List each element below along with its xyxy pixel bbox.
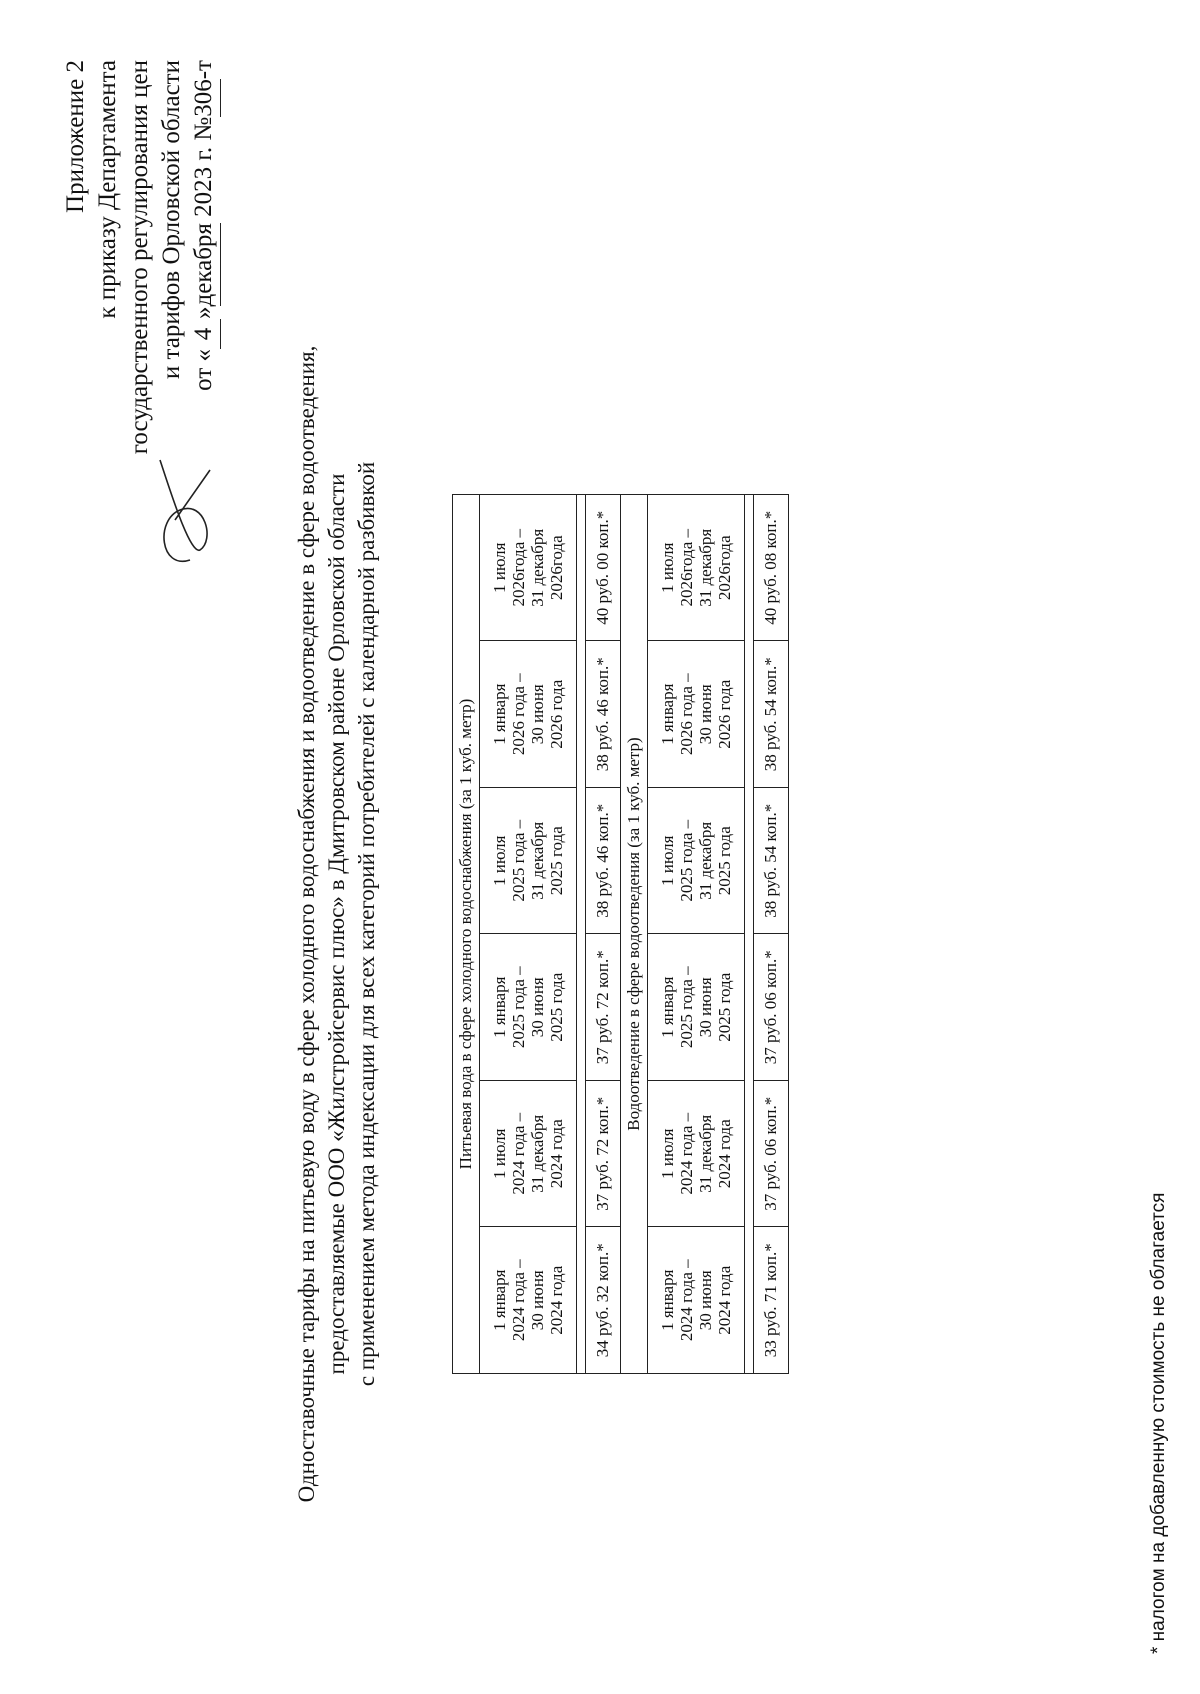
tariff-table-wrapper (452, 494, 789, 1374)
spacer-row (745, 495, 754, 1374)
appendix-line: к приказу Департамента (94, 60, 121, 319)
price-row (754, 495, 789, 1374)
appendix-line: и тарифов Орловской области (158, 60, 185, 380)
table-heading-row (621, 495, 648, 1374)
period-cell: 1 июля 2025 года – 31 декабря 2025 года (648, 788, 745, 935)
order-suffix: -т (190, 60, 217, 80)
price-cell: 37 руб. 06 коп.* (754, 934, 789, 1081)
price-row (586, 495, 621, 1374)
title-line: предоставляемые ООО «Жилстройсервис плюс» в Дмитровском районе Орловской области (324, 473, 349, 1375)
tariff-table (452, 494, 789, 1374)
order-date-line (188, 60, 221, 780)
date-month: декабря (188, 223, 221, 306)
appendix-line: Приложение 2 (62, 60, 89, 213)
document-title (292, 224, 382, 1624)
price-cell: 34 руб. 32 коп.* (586, 1227, 621, 1374)
appendix-line: государственного регулирования цен (126, 60, 153, 455)
spacer-row (577, 495, 586, 1374)
period-cell: 1 июля 2025 года – 31 декабря 2025 года (480, 788, 577, 935)
period-row (648, 495, 745, 1374)
price-cell: 37 руб. 72 коп.* (586, 1081, 621, 1228)
title-line: с применением метода индексации для всех категорий потребителей с календарной разбивкой (354, 461, 379, 1387)
date-day: 4 (188, 319, 221, 349)
period-cell: 1 июля 2024 года – 31 декабря 2024 года (480, 1081, 577, 1228)
price-cell: 40 руб. 08 коп.* (754, 495, 789, 642)
period-row (480, 495, 577, 1374)
date-year: 2023 г. № (190, 116, 217, 224)
price-cell: 38 руб. 54 коп.* (754, 641, 789, 788)
footnote: * налогом на добавленную стоимость не облагается (1148, 1192, 1169, 1654)
price-cell: 38 руб. 54 коп.* (754, 788, 789, 935)
sewerage-heading: Водоотведение в сфере водоотведения (за 1 куб. метр) (621, 495, 648, 1374)
period-cell: 1 июля 2026года – 31 декабря 2026года (648, 495, 745, 642)
period-cell: 1 января 2025 года – 30 июня 2025 года (648, 934, 745, 1081)
signature-mark (150, 430, 220, 580)
period-cell: 1 января 2026 года – 30 июня 2026 года (480, 641, 577, 788)
date-middle: » (190, 306, 217, 319)
order-number: 306 (188, 79, 221, 117)
period-cell: 1 июля 2024 года – 31 декабря 2024 года (648, 1081, 745, 1228)
period-cell: 1 января 2024 года – 30 июня 2024 года (480, 1227, 577, 1374)
spacer-cell (577, 495, 586, 1374)
price-cell: 38 руб. 46 коп.* (586, 641, 621, 788)
period-cell: 1 января 2026 года – 30 июня 2026 года (648, 641, 745, 788)
appendix-header (60, 60, 221, 780)
price-cell: 37 руб. 06 коп.* (754, 1081, 789, 1228)
price-cell: 40 руб. 00 коп.* (586, 495, 621, 642)
price-cell: 38 руб. 46 коп.* (586, 788, 621, 935)
table-heading-row (453, 495, 480, 1374)
price-cell: 33 руб. 71 коп.* (754, 1227, 789, 1374)
date-prefix: от « (190, 348, 217, 391)
water-supply-heading: Питьевая вода в сфере холодного водоснабжения (за 1 куб. метр) (453, 495, 480, 1374)
period-cell: 1 июля 2026года – 31 декабря 2026года (480, 495, 577, 642)
title-line: Одноставочные тарифы на питьевую воду в сфере холодного водоснабжения и водоотведение в сфере водоотведения, (294, 345, 319, 1503)
price-cell: 37 руб. 72 коп.* (586, 934, 621, 1081)
period-cell: 1 января 2024 года – 30 июня 2024 года (648, 1227, 745, 1374)
period-cell: 1 января 2025 года – 30 июня 2025 года (480, 934, 577, 1081)
spacer-cell (745, 495, 754, 1374)
